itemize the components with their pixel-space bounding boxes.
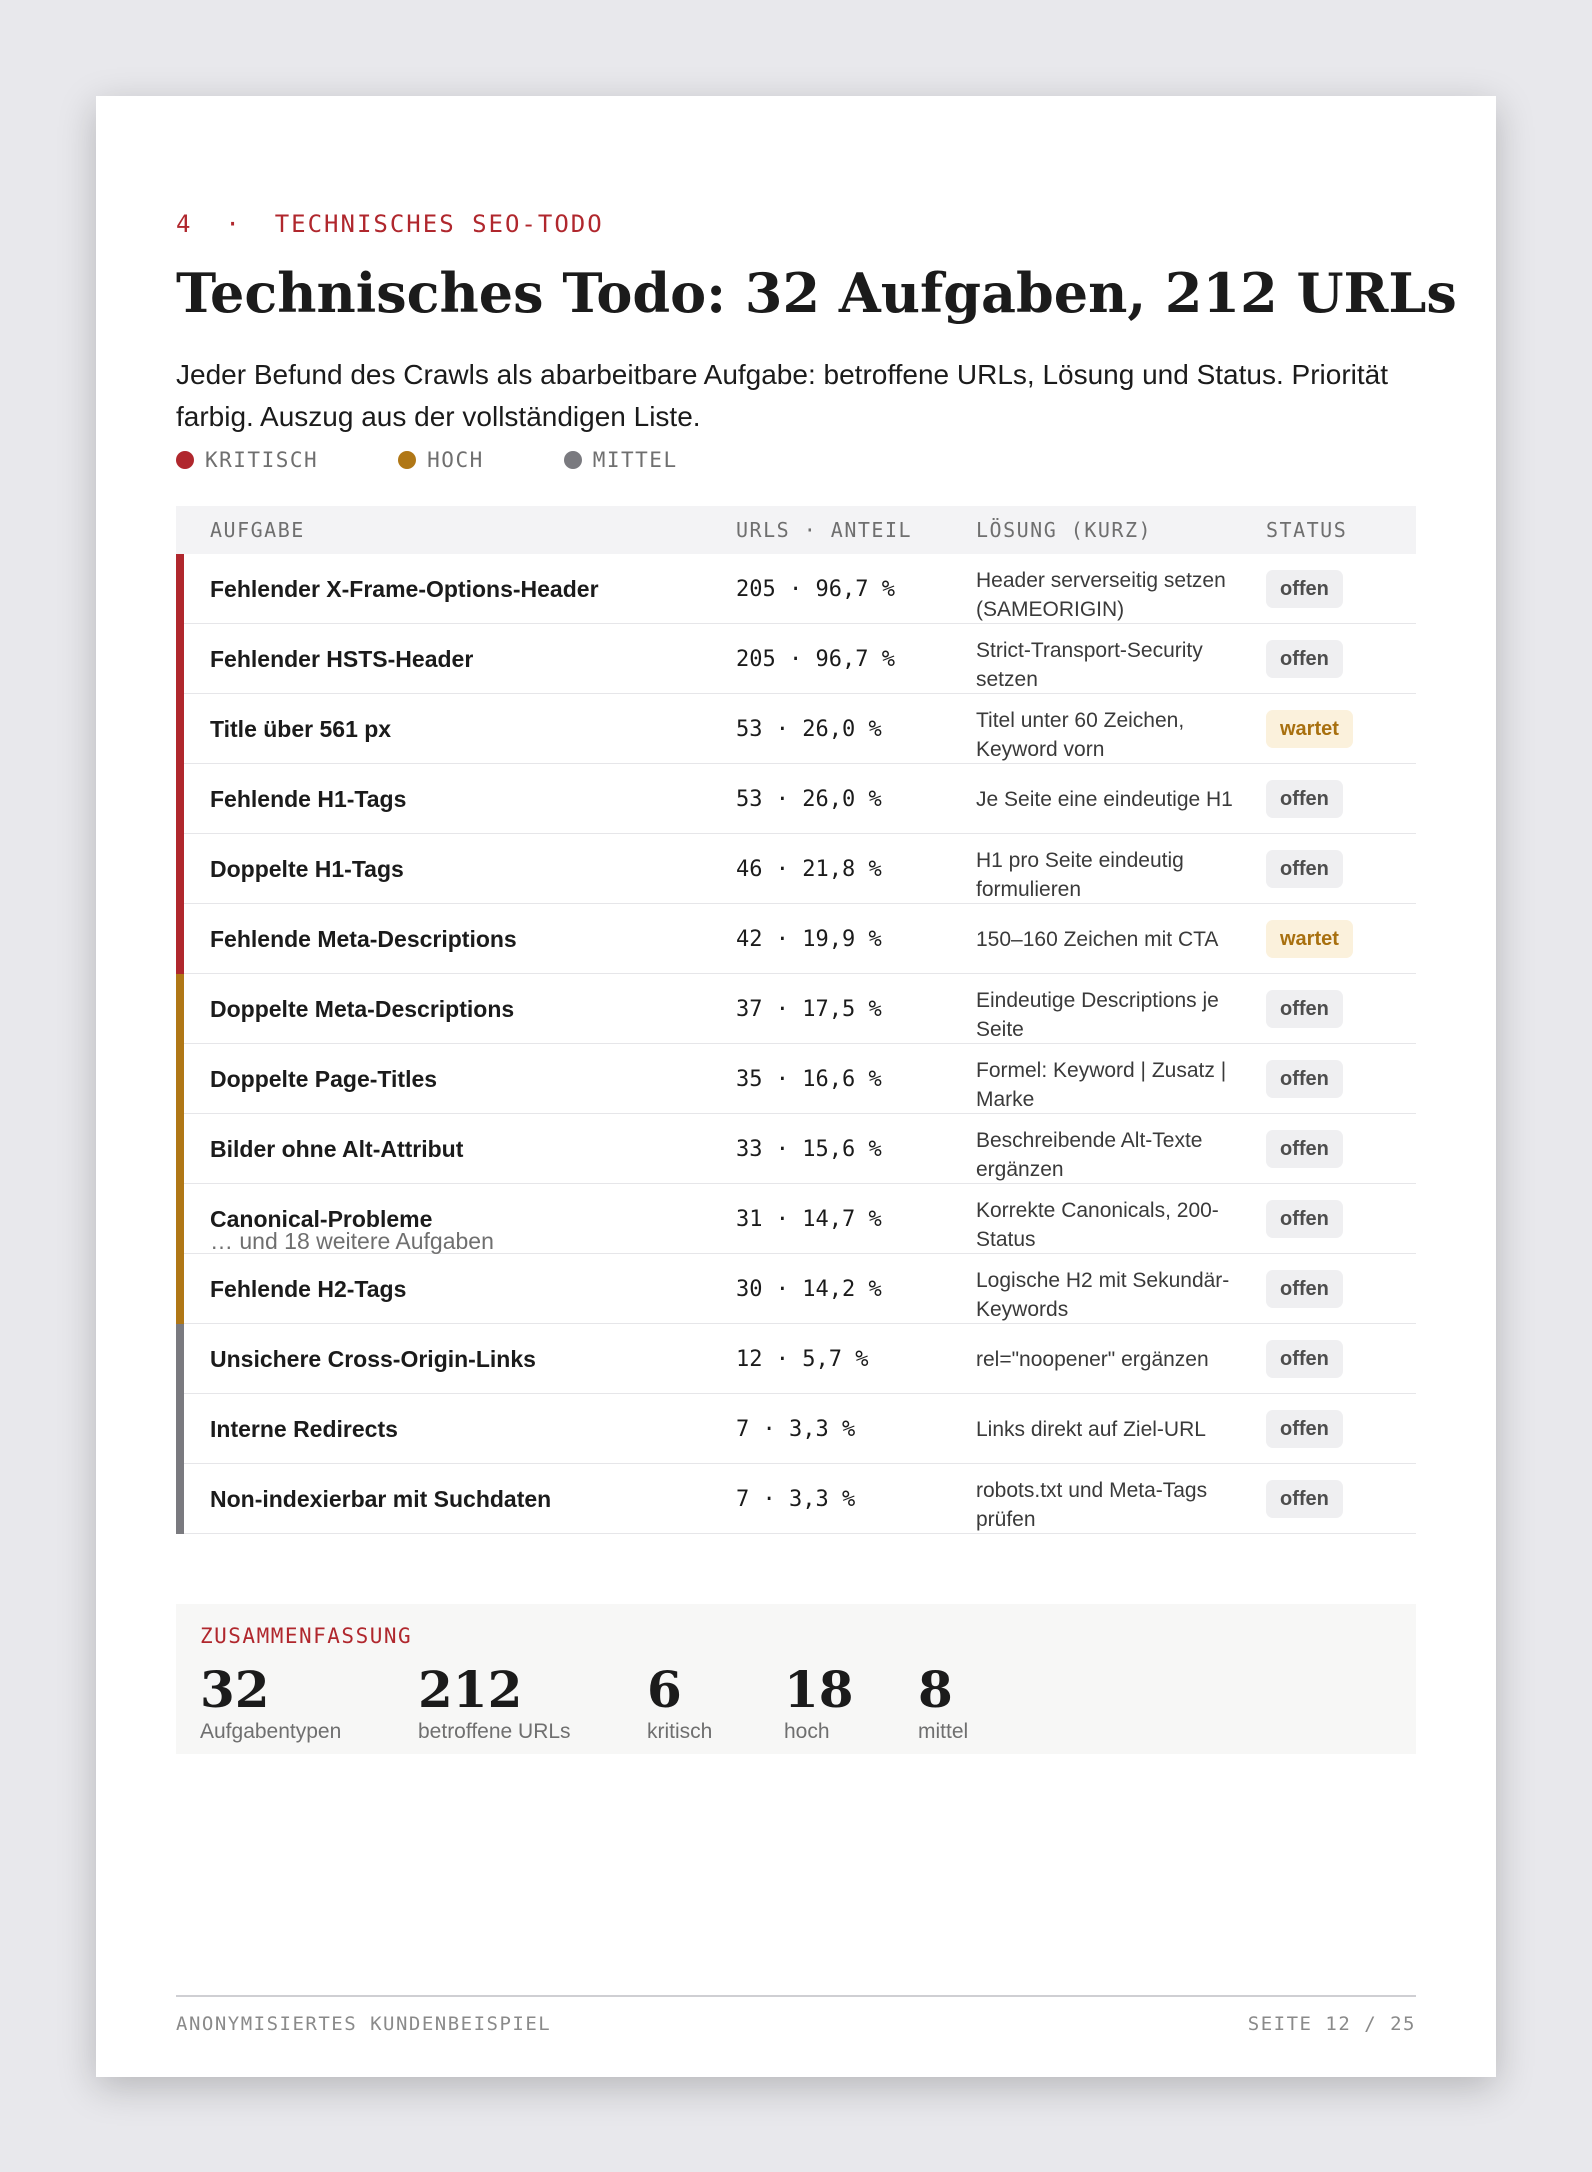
priority-bar-kritisch (176, 624, 184, 694)
document-page (96, 96, 1496, 2077)
priority-bar-mittel (176, 1394, 184, 1464)
footer-label: ANONYMISIERTES KUNDENBEISPIEL (176, 2013, 552, 2035)
section-eyebrow: 4 · TECHNISCHES SEO-TODO (176, 210, 604, 238)
task-name: Non-indexierbar mit Suchdaten (210, 1485, 552, 1512)
legend-item-kritisch (176, 448, 318, 472)
stat-caption: Aufgabentypen (200, 1720, 342, 1743)
table-row (176, 1044, 1416, 1114)
priority-legend (176, 448, 758, 472)
priority-bar-hoch (176, 974, 184, 1044)
page-title: Technisches Todo: 32 Aufgaben, 212 URLs (176, 261, 1457, 325)
solution-text: Titel unter 60 Zeichen, Keyword vorn (976, 709, 1185, 761)
status-badge: offen (1266, 780, 1343, 818)
solution-text: 150–160 Zeichen mit CTA (976, 927, 1219, 951)
status-badge: wartet (1266, 920, 1353, 958)
affected-urls: 35 · 16,6 % (736, 1066, 882, 1092)
status-badge: offen (1266, 1060, 1343, 1098)
legend-label: HOCH (427, 448, 484, 472)
priority-bar-kritisch (176, 764, 184, 834)
legend-dot-hoch (398, 451, 416, 469)
stat-caption: betroffene URLs (418, 1720, 571, 1743)
legend-dot-mittel (564, 451, 582, 469)
priority-bar-hoch (176, 1184, 184, 1254)
summary-stat-tasks (200, 1662, 341, 1744)
todo-table (176, 506, 1416, 1534)
priority-bar-hoch (176, 1044, 184, 1114)
stat-value: 6 (647, 1660, 682, 1719)
table-row (176, 974, 1416, 1044)
table-header (176, 506, 1416, 554)
affected-urls: 7 · 3,3 % (736, 1486, 856, 1512)
affected-urls: 33 · 15,6 % (736, 1136, 882, 1162)
status-badge: offen (1266, 1340, 1343, 1378)
stat-caption: hoch (784, 1720, 830, 1743)
priority-bar-kritisch (176, 694, 184, 764)
task-name: Fehlender X-Frame-Options-Header (210, 575, 599, 602)
more-tasks-note: … und 18 weitere Aufgaben (210, 1228, 494, 1254)
column-header-solution: LÖSUNG (KURZ) (976, 518, 1153, 542)
status-badge: offen (1266, 1480, 1343, 1518)
task-name: Interne Redirects (210, 1415, 398, 1442)
priority-bar-hoch (176, 1254, 184, 1324)
task-name: Fehlende Meta-Descriptions (210, 925, 517, 952)
status-badge: wartet (1266, 710, 1353, 748)
affected-urls: 30 · 14,2 % (736, 1276, 882, 1302)
task-name: Unsichere Cross-Origin-Links (210, 1345, 536, 1372)
stat-value: 8 (918, 1660, 953, 1719)
priority-bar-mittel (176, 1324, 184, 1394)
affected-urls: 31 · 14,7 % (736, 1206, 882, 1232)
priority-bar-hoch (176, 1114, 184, 1184)
task-name: Canonical-Probleme (210, 1205, 433, 1232)
affected-urls: 53 · 26,0 % (736, 786, 882, 812)
priority-bar-kritisch (176, 904, 184, 974)
table-row (176, 1464, 1416, 1534)
column-header-task: AUFGABE (210, 518, 305, 542)
solution-text: Beschreibende Alt-Texte ergänzen (976, 1129, 1203, 1181)
table-body (176, 554, 1416, 1534)
column-header-urls: URLS · ANTEIL (736, 518, 913, 542)
column-header-status: STATUS (1266, 518, 1348, 542)
task-name: Fehlender HSTS-Header (210, 645, 474, 672)
solution-text: Logische H2 mit Sekundär-Keywords (976, 1269, 1230, 1321)
summary-stat-urls (418, 1662, 571, 1744)
affected-urls: 37 · 17,5 % (736, 996, 882, 1022)
stat-value: 18 (784, 1660, 854, 1719)
table-row (176, 1324, 1416, 1394)
stat-caption: mittel (918, 1720, 969, 1743)
status-badge: offen (1266, 570, 1343, 608)
legend-label: MITTEL (592, 448, 678, 472)
solution-text: Formel: Keyword | Zusatz | Marke (976, 1059, 1227, 1111)
affected-urls: 12 · 5,7 % (736, 1346, 869, 1372)
task-name: Title über 561 px (210, 715, 392, 742)
affected-urls: 205 · 96,7 % (736, 646, 895, 672)
solution-text: robots.txt und Meta-Tags prüfen (976, 1479, 1208, 1531)
solution-text: Korrekte Canonicals, 200-Status (976, 1199, 1219, 1251)
summary-stat-mittel (918, 1662, 968, 1744)
summary-box (176, 1604, 1416, 1754)
priority-bar-mittel (176, 1464, 184, 1534)
table-row (176, 554, 1416, 624)
summary-stat-hoch (784, 1662, 854, 1744)
page-number: SEITE 12 / 25 (1247, 2013, 1416, 2035)
summary-stat-kritisch (647, 1662, 712, 1744)
solution-text: Je Seite eine eindeutige H1 (976, 787, 1233, 811)
intro-text: Jeder Befund des Crawls als abarbeitbare Aufgabe: betroffene URLs, Lösung und Status. Priorität farbig. Auszug aus der vollständigen Liste. (176, 359, 1388, 432)
table-row (176, 694, 1416, 764)
priority-bar-kritisch (176, 554, 184, 624)
table-row (176, 1394, 1416, 1464)
legend-dot-kritisch (176, 451, 194, 469)
summary-label: ZUSAMMENFASSUNG (200, 1624, 413, 1648)
status-badge: offen (1266, 1270, 1343, 1308)
table-row (176, 624, 1416, 694)
task-name: Doppelte Meta-Descriptions (210, 995, 515, 1022)
solution-text: Strict-Transport-Security setzen (976, 639, 1203, 691)
affected-urls: 7 · 3,3 % (736, 1416, 856, 1442)
footer-divider (176, 1995, 1416, 1997)
stat-value: 32 (200, 1660, 270, 1719)
stat-caption: kritisch (647, 1720, 713, 1743)
solution-text: rel="noopener" ergänzen (976, 1347, 1209, 1371)
table-row (176, 764, 1416, 834)
solution-text: Links direkt auf Ziel-URL (976, 1417, 1206, 1441)
affected-urls: 53 · 26,0 % (736, 716, 882, 742)
table-row (176, 1114, 1416, 1184)
task-name: Fehlende H1-Tags (210, 785, 407, 812)
affected-urls: 42 · 19,9 % (736, 926, 882, 952)
status-badge: offen (1266, 990, 1343, 1028)
task-name: Fehlende H2-Tags (210, 1275, 407, 1302)
solution-text: Eindeutige Descriptions je Seite (976, 989, 1219, 1041)
priority-bar-kritisch (176, 834, 184, 904)
affected-urls: 205 · 96,7 % (736, 576, 895, 602)
task-name: Doppelte H1-Tags (210, 855, 404, 882)
solution-text: H1 pro Seite eindeutig formulieren (976, 849, 1184, 901)
status-badge: offen (1266, 1410, 1343, 1448)
legend-item-hoch (398, 448, 484, 472)
table-row (176, 904, 1416, 974)
status-badge: offen (1266, 1200, 1343, 1238)
affected-urls: 46 · 21,8 % (736, 856, 882, 882)
table-row (176, 1254, 1416, 1324)
stat-value: 212 (418, 1660, 523, 1719)
status-badge: offen (1266, 850, 1343, 888)
table-row (176, 834, 1416, 904)
status-badge: offen (1266, 640, 1343, 678)
legend-label: KRITISCH (205, 448, 319, 472)
task-name: Bilder ohne Alt-Attribut (210, 1135, 464, 1162)
status-badge: offen (1266, 1130, 1343, 1168)
solution-text: Header serverseitig setzen (SAMEORIGIN) (976, 569, 1226, 621)
legend-item-mittel (564, 448, 678, 472)
task-name: Doppelte Page-Titles (210, 1065, 438, 1092)
